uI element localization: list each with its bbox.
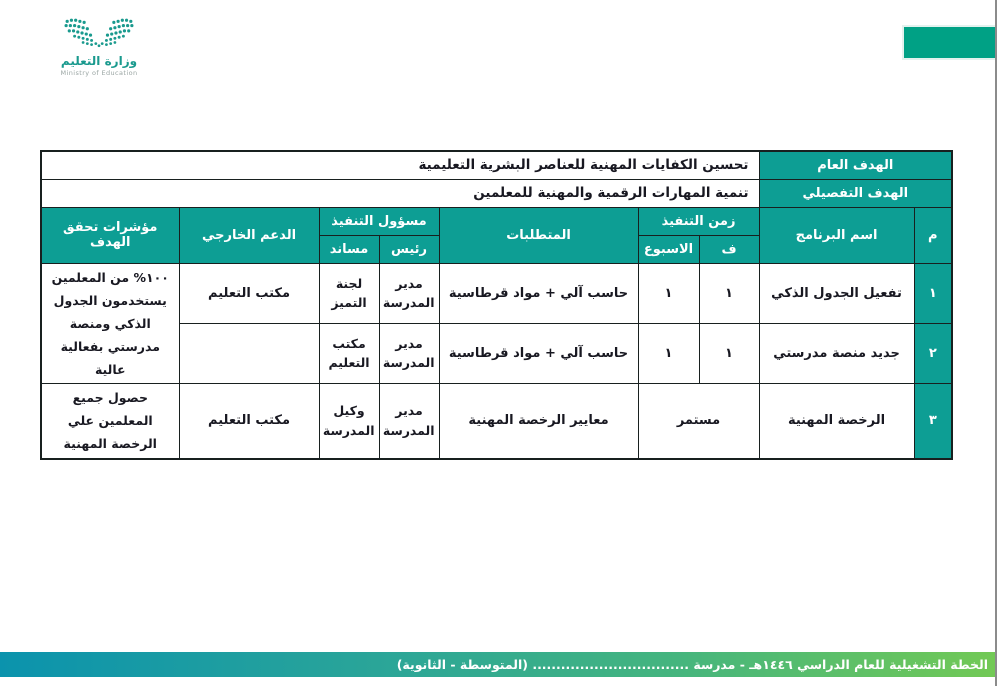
- lead-value: مدير المدرسة: [379, 384, 439, 459]
- week-value: ١: [638, 263, 699, 323]
- col-header-assistant: مساند: [319, 235, 379, 263]
- program-name: تفعيل الجدول الذكي: [759, 263, 914, 323]
- col-header-week: الاسبوع: [638, 235, 699, 263]
- lead-value: مدير المدرسة: [379, 263, 439, 323]
- indicators-value: ١٠٠% من المعلمين يستخدمون الجدول الذكي ومنصة مدرستي بفعالية عالية: [41, 263, 179, 384]
- semester-value: ١: [699, 323, 759, 383]
- external-support-value: مكتب التعليم: [179, 263, 319, 323]
- requirements-value: معايير الرخصة المهنية: [439, 384, 638, 459]
- semester-value: ١: [699, 263, 759, 323]
- lead-value: مدير المدرسة: [379, 323, 439, 383]
- table-row: [41, 263, 952, 323]
- detailed-goal-row: [41, 179, 952, 207]
- general-goal-label: الهدف العام: [759, 151, 952, 179]
- header-row-top: [41, 207, 952, 235]
- footer-bar: [0, 652, 995, 677]
- row-num: ٢: [914, 323, 952, 383]
- ministry-logo: [44, 18, 154, 77]
- row-num: ٣: [914, 384, 952, 459]
- indicators-value: حصول جميع المعلمين علي الرخصة المهنية: [41, 384, 179, 459]
- assistant-value: وكيل المدرسة: [319, 384, 379, 459]
- assistant-value: مكتب التعليم: [319, 323, 379, 383]
- footer-text: الخطة التشغيلية للعام الدراسي ١٤٤٦هـ - مدرسة ................................. (المتوسطة - الثانوية): [396, 657, 988, 672]
- header-teal-block: [902, 25, 995, 60]
- detailed-goal-label: الهدف التفصيلي: [759, 179, 952, 207]
- col-header-semester: ف: [699, 235, 759, 263]
- program-name: جديد منصة مدرستي: [759, 323, 914, 383]
- general-goal-value: تحسين الكفايات المهنية للعناصر البشرية التعليمية: [41, 151, 759, 179]
- col-header-requirements: المتطلبات: [439, 207, 638, 263]
- row-num: ١: [914, 263, 952, 323]
- col-header-external-support: الدعم الخارجي: [179, 207, 319, 263]
- moe-logo-dots-icon: [64, 18, 134, 48]
- requirements-value: حاسب آلي + مواد قرطاسية: [439, 323, 638, 383]
- operational-plan-table: [40, 150, 953, 460]
- col-header-num: م: [914, 207, 952, 263]
- general-goal-row: [41, 151, 952, 179]
- window-edge-line: [995, 0, 997, 686]
- external-support-value: مكتب التعليم: [179, 384, 319, 459]
- col-header-responsible: مسؤول التنفيذ: [319, 207, 439, 235]
- external-support-value: [179, 323, 319, 383]
- ministry-name-arabic: وزارة التعليم: [60, 54, 138, 68]
- program-name: الرخصة المهنية: [759, 384, 914, 459]
- ministry-name-english: Ministry of Education: [60, 69, 138, 77]
- col-header-program: اسم البرنامج: [759, 207, 914, 263]
- col-header-lead: رئيس: [379, 235, 439, 263]
- table-row: [41, 384, 952, 459]
- requirements-value: حاسب آلي + مواد قرطاسية: [439, 263, 638, 323]
- plan-table: [40, 150, 953, 460]
- exec-time-value: مستمر: [638, 384, 759, 459]
- col-header-exec-time: زمن التنفيذ: [638, 207, 759, 235]
- assistant-value: لجنة التميز: [319, 263, 379, 323]
- week-value: ١: [638, 323, 699, 383]
- detailed-goal-value: تنمية المهارات الرقمية والمهنية للمعلمين: [41, 179, 759, 207]
- col-header-indicators: مؤشرات تحقق الهدف: [41, 207, 179, 263]
